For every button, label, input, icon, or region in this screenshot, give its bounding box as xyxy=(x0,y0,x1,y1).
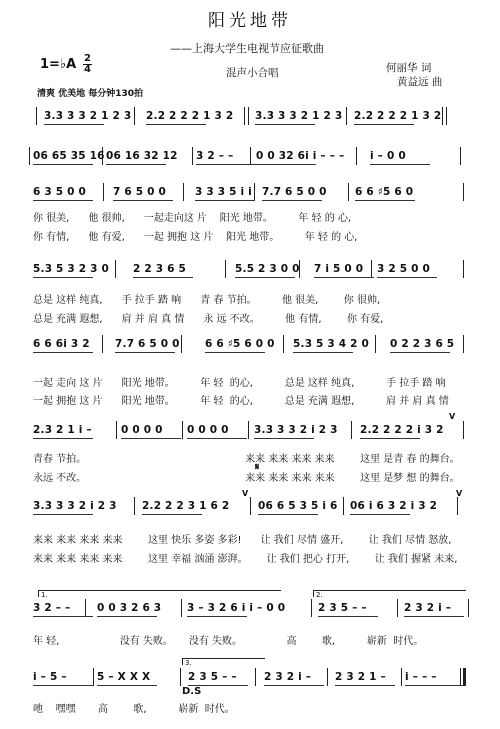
lyric-line: 你 有情, 他 有爱, 一起 拥抱 这 片 阳光 地带。 年 轻 的 心, xyxy=(33,232,358,243)
measure-notes: 7 i 5 0 0 xyxy=(314,263,364,275)
barline xyxy=(351,421,352,439)
beam-underline xyxy=(196,164,256,165)
barline xyxy=(225,260,226,278)
measure-notes: 3.3 3 3 2 i 2 3 xyxy=(254,424,338,436)
beam-underline xyxy=(255,124,315,125)
barline xyxy=(250,497,251,515)
measure-notes: 2.2 2 2 2 1 3 2 xyxy=(146,110,234,122)
beam-underline xyxy=(262,200,322,201)
measure-notes: 06 65 35 16 xyxy=(33,150,105,162)
lyric-line: 你 很美, 他 很帅, 一起走向这 片 阳光 地带。 年 轻 的 心, xyxy=(33,213,352,224)
measure-notes: 0 0 0 0 xyxy=(121,424,163,436)
tempo-marking: 清爽 优美地 每分钟130拍 xyxy=(37,89,144,99)
beam-underline xyxy=(205,352,265,353)
measure-notes: 5.5 2 3 0 0 xyxy=(235,263,300,275)
measure-notes: 06 16 32 12 xyxy=(106,150,178,162)
barline xyxy=(255,668,256,686)
barline xyxy=(468,599,469,617)
ds-mark: D.S xyxy=(182,686,202,697)
barline xyxy=(460,668,466,686)
measure-notes: 5.3 5 3 4 2 0 xyxy=(293,338,370,350)
measure-notes: 2 3 2 i – xyxy=(264,671,312,683)
measure-notes: 0 0 3 2 6 3 xyxy=(97,602,162,614)
lyric-line: 总是 充满 遐想, 肩 并 肩 真 情 永 远 不改。 他 有情, 你 有爱, xyxy=(33,314,384,325)
beam-underline xyxy=(390,352,450,353)
barline xyxy=(254,183,255,201)
measure-notes: 06 i 6 3 2 i 3 2 xyxy=(350,500,438,512)
lyricist-credit: 何丽华 词 xyxy=(386,62,432,74)
measure-notes: 2 3 2 i – xyxy=(404,602,452,614)
measure-notes: 6 6 ♯5 6 0 xyxy=(355,186,414,198)
barline xyxy=(348,183,349,201)
measure-notes: 7.7 6 5 0 0 xyxy=(262,186,327,198)
volta-3: 3. xyxy=(182,658,265,665)
measure-notes: 2.3 2 1 i – xyxy=(33,424,92,436)
barline xyxy=(183,183,184,201)
measure-notes: 2.2 2 2 2 i 3 2 xyxy=(360,424,444,436)
beam-underline xyxy=(97,616,157,617)
barline xyxy=(371,260,372,278)
measure-notes: 2.2 2 2 2 1 3 2 xyxy=(354,110,442,122)
barline xyxy=(327,668,328,686)
barline xyxy=(182,421,183,439)
composer-credit: 黄益远 曲 xyxy=(397,76,443,88)
measure-notes: 3 – 3 2 6 i i – 0 0 xyxy=(187,602,286,614)
barline xyxy=(115,260,116,278)
meter-bottom: 4 xyxy=(84,64,91,75)
meter-top: 2 xyxy=(84,53,91,64)
beam-underline xyxy=(254,438,314,439)
barline xyxy=(248,107,249,125)
beam-underline xyxy=(106,164,166,165)
measure-notes: 2 2 3 6 5 xyxy=(133,263,186,275)
barline xyxy=(356,147,357,165)
barline xyxy=(401,668,402,686)
breath-mark-3: V xyxy=(456,489,463,498)
beam-underline xyxy=(264,685,324,686)
measure-notes: 6 3 5 0 0 xyxy=(33,186,86,198)
beam-underline xyxy=(360,438,420,439)
beam-underline xyxy=(256,164,316,165)
barline xyxy=(446,107,447,125)
barline xyxy=(311,599,312,617)
segno-sign: 𝄋 xyxy=(255,462,260,473)
barline xyxy=(248,421,249,439)
barline xyxy=(180,668,181,686)
barline xyxy=(181,335,182,353)
volta-2: 2. xyxy=(313,590,466,597)
breath-mark-1: V xyxy=(449,412,456,421)
measure-notes: 6 6 6i 3 2 xyxy=(33,338,90,350)
beam-underline xyxy=(293,352,353,353)
beam-underline xyxy=(187,438,247,439)
measure-notes: 3.3 3 3 2 1 2 3 xyxy=(44,110,132,122)
ensemble-type: 混声小合唱 xyxy=(226,67,279,79)
beam-underline xyxy=(187,616,247,617)
lyric-line: 来来 来来 来来 来来 这里 幸福 汹涌 澎湃。 让 我们 把心 打开, 让 我们 握紧 未来, xyxy=(33,554,458,565)
barline xyxy=(29,147,30,165)
beam-underline xyxy=(335,685,395,686)
beam-underline xyxy=(33,438,93,439)
measure-notes: 3 2 5 0 0 xyxy=(377,263,430,275)
barline xyxy=(250,147,251,165)
lyric-line: 吔 嘿嘿 高 歌, 崭新 时代。 xyxy=(33,704,235,715)
barline xyxy=(103,183,104,201)
key-signature: 1=♭A xyxy=(40,57,77,72)
beam-underline xyxy=(115,352,175,353)
measure-notes: 06 6 5 3 5 i 6 xyxy=(258,500,338,512)
beam-underline xyxy=(235,277,295,278)
beam-underline xyxy=(33,514,93,515)
measure-notes: 5.3 5 3 2 3 0 xyxy=(33,263,110,275)
volta-1: 1. xyxy=(38,590,281,597)
beam-underline xyxy=(33,685,93,686)
barline xyxy=(463,260,464,278)
beam-underline xyxy=(33,616,93,617)
measure-notes: 0 0 32 6i i – – – xyxy=(256,150,345,162)
beam-underline xyxy=(370,164,430,165)
beam-underline xyxy=(354,124,414,125)
time-signature xyxy=(83,54,92,75)
barline xyxy=(463,183,464,201)
beam-underline xyxy=(44,124,104,125)
beam-underline xyxy=(33,352,93,353)
barline xyxy=(457,497,458,515)
measure-notes: 3 2 – – xyxy=(196,150,234,162)
measure-notes: 2.2 2 2 3 1 6 2 xyxy=(142,500,230,512)
barline xyxy=(397,599,398,617)
lyric-line: 一起 拥抱 这 片 阳光 地带。 年 轻 的心, 总是 充满 遐想, 肩 并 肩 真 情 xyxy=(33,396,449,407)
beam-underline xyxy=(142,514,202,515)
measure-notes: 2 3 5 – – xyxy=(318,602,367,614)
beam-underline xyxy=(146,124,206,125)
measure-notes: 3.3 3 3 2 1 2 3 xyxy=(255,110,343,122)
barline xyxy=(375,335,376,353)
barline xyxy=(36,107,37,125)
measure-notes: 3 3 3 5 i i xyxy=(195,186,252,198)
barline xyxy=(134,497,135,515)
barline xyxy=(343,497,344,515)
lyric-line: 年 轻, 没有 失败。 没有 失败。 高 歌, 崭新 时代。 xyxy=(33,636,424,647)
measure-notes: 3.3 3 3 2 i 2 3 xyxy=(33,500,117,512)
measure-notes: 7.7 6 5 0 0 xyxy=(115,338,180,350)
song-title: 阳光地带 xyxy=(208,11,292,31)
measure-notes: 0 0 0 0 xyxy=(187,424,229,436)
barline xyxy=(463,335,464,353)
barline xyxy=(85,599,86,617)
breath-mark-2: V xyxy=(242,489,249,498)
measure-notes: 3 2 – – xyxy=(33,602,71,614)
barline xyxy=(442,107,443,125)
measure-notes: 7 6 5 0 0 xyxy=(113,186,166,198)
beam-underline xyxy=(133,277,193,278)
barline xyxy=(463,421,464,439)
lyric-line: 总是 这样 纯真, 手 拉手 踏 响 青 春 节拍。 他 很美, 你 很帅, xyxy=(33,295,381,306)
lyric-line: 来来 来来 来来 来来 这里 快乐 多姿 多彩! 让 我们 尽情 盛开, 让 我们 尽情 怒放, xyxy=(33,535,452,546)
beam-underline xyxy=(314,277,374,278)
measure-notes: 6 6 ♯5 6 0 0 xyxy=(205,338,275,350)
measure-notes: i – – – xyxy=(405,671,437,683)
song-subtitle: ——上海大学生电视节应征歌曲 xyxy=(170,42,324,55)
barline xyxy=(181,599,182,617)
barline xyxy=(283,335,284,353)
measure-notes: 2 3 5 – – xyxy=(188,671,237,683)
barline xyxy=(93,668,94,686)
barline xyxy=(192,147,193,165)
measure-notes: i – 5 – xyxy=(33,671,67,683)
barline xyxy=(346,107,347,125)
beam-underline xyxy=(33,164,93,165)
beam-underline xyxy=(404,616,464,617)
lyric-line: 永远 不改。 来来 来来 来来 来来 这里 是梦 想 的舞台。 xyxy=(33,473,460,484)
barline xyxy=(244,107,245,125)
beam-underline xyxy=(113,200,173,201)
lyric-line: 一起 走向 这 片 阳光 地带。 年 轻 的心, 总是 这样 纯真, 手 拉手 踏 响 xyxy=(33,378,446,389)
beam-underline xyxy=(33,200,93,201)
measure-notes: i – 0 0 xyxy=(370,150,406,162)
beam-underline xyxy=(377,277,437,278)
beam-underline xyxy=(405,685,465,686)
measure-notes: 0 2 2 3 6 5 xyxy=(390,338,455,350)
beam-underline xyxy=(258,514,318,515)
barline xyxy=(460,147,461,165)
beam-underline xyxy=(195,200,255,201)
beam-underline xyxy=(121,438,181,439)
beam-underline xyxy=(350,514,410,515)
barline xyxy=(134,107,135,125)
barline xyxy=(116,421,117,439)
beam-underline xyxy=(318,616,378,617)
measure-notes: 5 – X X X xyxy=(97,671,151,683)
beam-underline xyxy=(33,277,93,278)
beam-underline xyxy=(97,685,157,686)
beam-underline xyxy=(355,200,415,201)
measure-notes: 2 3 2 1 – xyxy=(335,671,386,683)
lyric-line: 青春 节拍。 来来 来来 来来 来来 这里 是青 春 的舞台。 xyxy=(33,454,460,465)
barline xyxy=(102,335,103,353)
